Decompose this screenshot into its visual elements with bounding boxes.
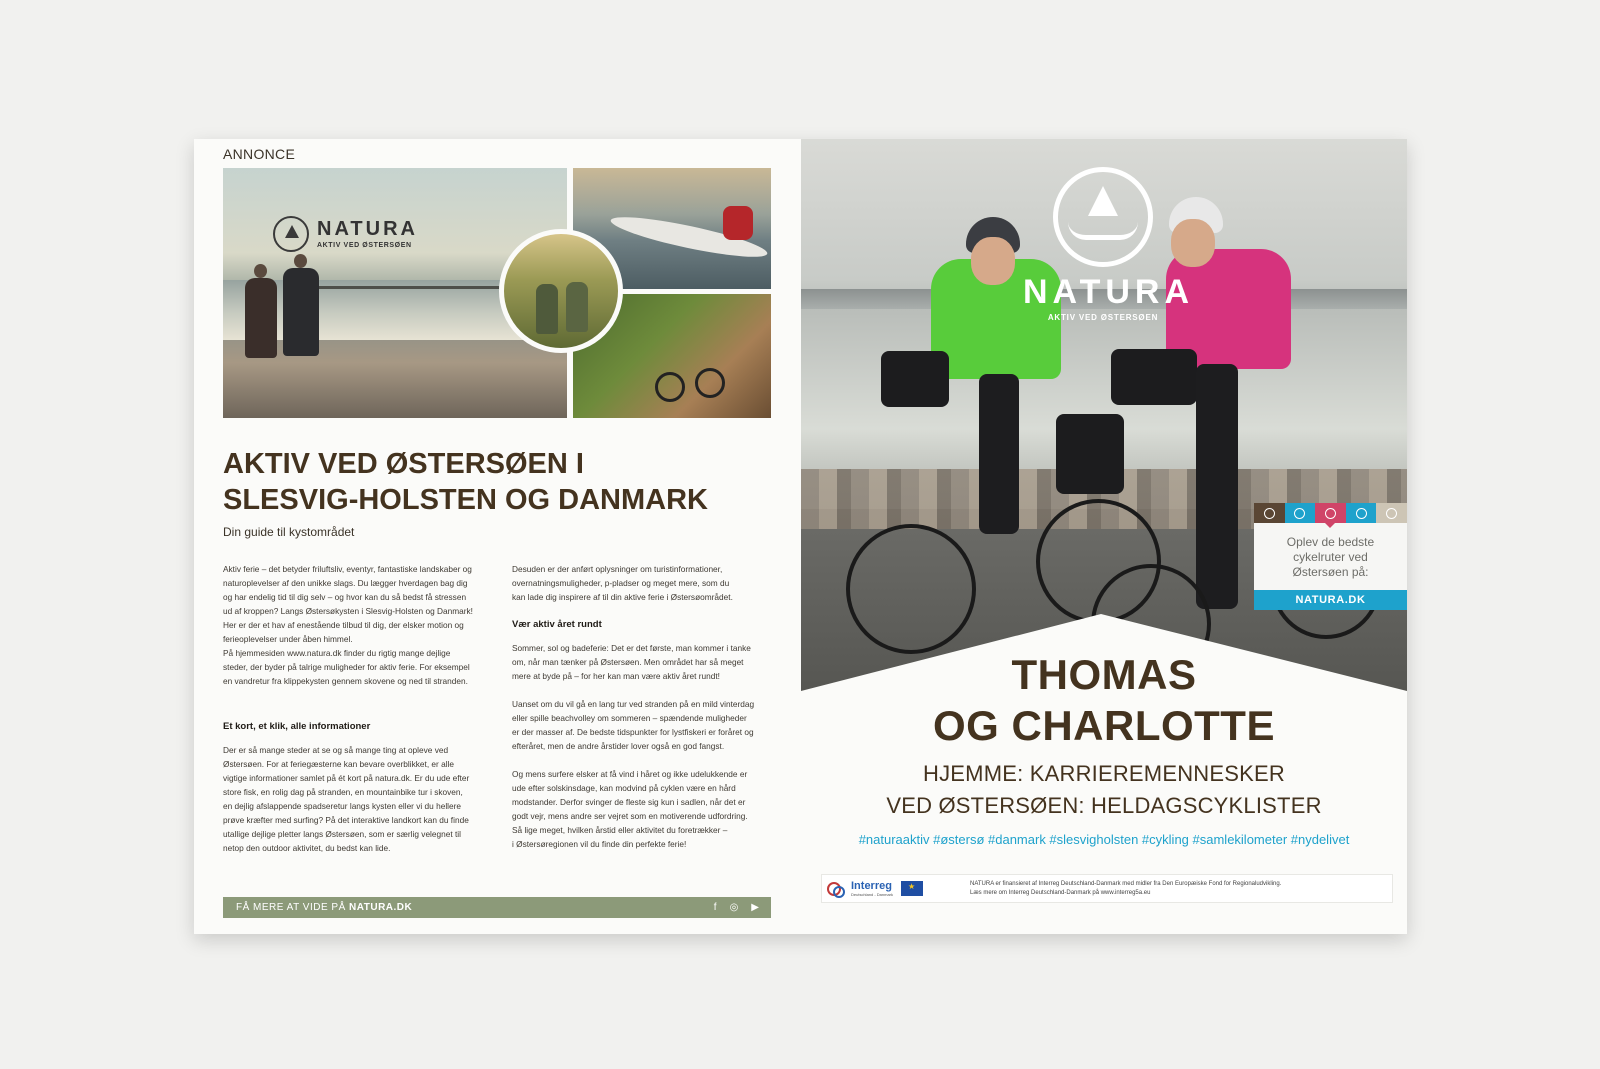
youtube-icon[interactable]: ▶ xyxy=(751,901,759,913)
title-line-1: THOMAS xyxy=(1011,651,1197,698)
natura-logo-large xyxy=(1023,167,1195,322)
facebook-icon[interactable]: f xyxy=(713,901,717,913)
section-heading-map: Et kort, et klik, alle informationer xyxy=(223,721,371,732)
map-paragraph: Der er så mange steder at se og så mange ting at opleve ved Østersøen. For at feriegæsterne kan bevare overblikket, er alle vigtige informationer samlet på ét kort på natura.dk. Er du ude efter store fisk, en rolig dag på stranden, en mountainbike tur i skoven, en dejlig afslappende spadseretur langs kysten eller vi du hellere prøve kræfter med surfing? På det interaktive landkort kan du finde utallige dejlige pletter langs Østersøen, som er særlig velegnet til netop den outdoor aktivitet, du bedst kan lide. xyxy=(223,745,470,853)
cycling-info-box xyxy=(1254,503,1407,610)
magazine-spread xyxy=(194,139,1407,934)
logo-word: NATURA xyxy=(317,218,418,240)
instagram-icon[interactable]: ◎ xyxy=(729,901,739,913)
right-page xyxy=(801,139,1407,934)
subtitle-line-1: HJEMME: KARRIEREMENNESKER xyxy=(923,761,1285,786)
main-headline xyxy=(223,446,743,518)
interreg-logo: Interreg Deutschland - Danmark ★ xyxy=(822,881,952,897)
title-line-2: OG CHARLOTTE xyxy=(933,702,1275,749)
logo-tagline: AKTIV VED ØSTERSØEN xyxy=(317,242,412,249)
headline-line-1: AKTIV VED ØSTERSØEN I xyxy=(223,448,584,480)
summer-paragraph: Sommer, sol og badeferie: Det er det første, man kommer i tanke om, når man tænker på Østersøen. Men området har så meget mere at byde på – for her kan man være aktiv året rundt! xyxy=(512,643,751,681)
feature-title xyxy=(801,649,1407,751)
funding-bar xyxy=(821,874,1393,903)
ad-label: ANNONCE xyxy=(223,146,296,162)
feature-subtitle xyxy=(801,758,1407,822)
intro-paragraph: Aktiv ferie – det betyder friluftsliv, eventyr, fantastiske landskaber og naturoplevelser af den unikke slags. Du lægger hverdagen bag dig og har endelig tid til dig selv – og hvor kan du så bedst få stressen ud af kroppen? Langs Østersøkysten i Slesvig-Holsten og Danmark! Her er der et hav af enestående tilbud til dig, der elsker motion og ferieoplevelser under åben himmel. På hjemmesiden www.natura.dk finder du rigtig mange dejlige steder, der byder på talrige muligheder for aktiv ferie. For eksempel en vandretur fra klippekysten gennem skovene og ned til stranden. xyxy=(223,564,473,686)
text-column-1 xyxy=(223,562,481,855)
info-text: Oplev de bedste cykelruter ved Østersøen på: xyxy=(1254,523,1407,590)
info-link[interactable]: NATURA.DK xyxy=(1254,590,1407,610)
surfing-paragraph: Og mens surfere elsker at få vind i håret og ikke udelukkende er ude efter solskinsdage, kan modvind på cyklen være en hård modstander. Derfor svinger de fleste sig kun i sadlen, når det er godt vejr, mens andre ser vejret som en motiverende udfordring. Så lige meget, hvilken årstid eller aktivitet du foretrækker – i Østersøregionen vil du finde din perfekte ferie! xyxy=(512,769,748,849)
interreg-logo-icon xyxy=(827,882,841,896)
fishing-icon[interactable] xyxy=(1285,503,1316,523)
logo-word: NATURA xyxy=(1023,273,1195,311)
section-heading-year-round: Vær aktiv året rundt xyxy=(512,619,602,630)
text-column-2 xyxy=(512,562,770,851)
footer-link[interactable]: NATURA.DK xyxy=(349,902,413,913)
left-page xyxy=(194,139,801,934)
subtitle-line-2: VED ØSTERSØEN: HELDAGSCYKLISTER xyxy=(886,793,1322,818)
natura-logo-icon xyxy=(1053,167,1153,267)
funding-text: NATURA er finansieret af Interreg Deutschland-Danmark med midler fra Den Europæiske Fond for Regionaludvikling. Læs mere om Interreg Deutschland-Danmark på www.interreg5a.eu xyxy=(970,880,1282,896)
cycling-icon[interactable] xyxy=(1315,503,1346,523)
hiking-icon[interactable] xyxy=(1254,503,1285,523)
winter-paragraph: Uanset om du vil gå en lang tur ved stranden på en mild vinterdag eller spille beachvolley om sommeren – spændende muligheder er der masser af. De bedste tidspunkter for lystfiskeri er foråret og efteråret, men de andre årstider lover også en god fangst. xyxy=(512,699,755,751)
logo-tagline: AKTIV VED ØSTERSØEN xyxy=(1047,313,1159,322)
info-paragraph: Desuden er der anført oplysninger om turistinformationer, overnatningsmuligheder, p-pladser og meget mere, som du kan lade dig inspirere af til din aktive ferie i Østersøområdet. xyxy=(512,564,733,602)
social-icons xyxy=(714,903,759,913)
natura-logo-small xyxy=(273,216,418,252)
natura-logo-icon xyxy=(273,216,309,252)
hashtags: #naturaaktiv #østersø #danmark #slesvigholsten #cykling #samlekilometer #nydelivet xyxy=(858,832,1350,847)
beach-icon[interactable] xyxy=(1376,503,1407,523)
surfing-icon[interactable] xyxy=(1346,503,1377,523)
subheadline: Din guide til kystområdet xyxy=(223,525,355,539)
headline-line-2: SLESVIG-HOLSTEN OG DANMARK xyxy=(223,484,708,516)
footer-cta: FÅ MERE AT VIDE PÅ NATURA.DK xyxy=(236,902,413,913)
eu-flag-icon xyxy=(901,881,923,896)
footer-bar xyxy=(223,897,771,918)
hikers-circle-photo xyxy=(499,229,623,353)
activity-tabs xyxy=(1254,503,1407,523)
